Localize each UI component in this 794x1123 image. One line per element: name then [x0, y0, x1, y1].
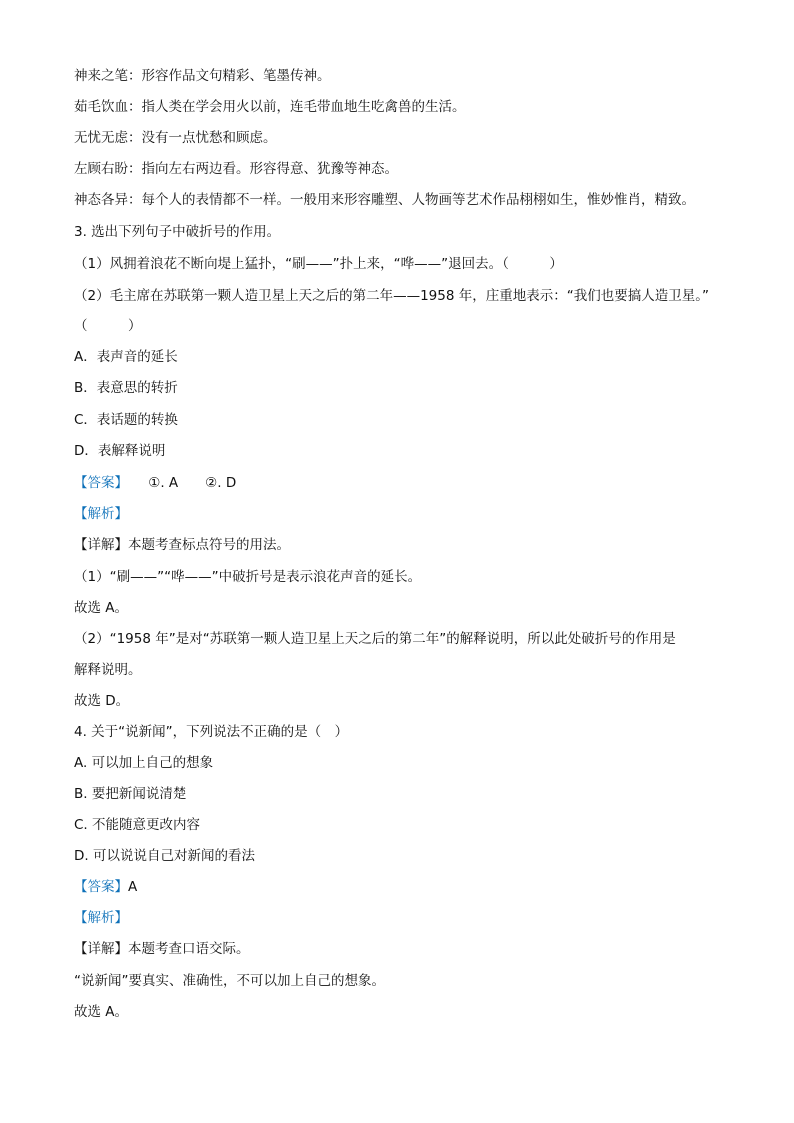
- analysis-tag: 【解析】: [74, 910, 128, 926]
- question-3-title: 3. 选出下列句子中破折号的作用。: [74, 224, 281, 240]
- option-d: D．表解释说明: [74, 443, 166, 459]
- answer-row: [74, 473, 236, 493]
- analysis-row: [74, 504, 128, 524]
- question-3-item-2: （2）毛主席在苏联第一颗人造卫星上天之后的第二年——1958 年，庄重地表示：“我们也要搞人造卫星。”: [74, 288, 709, 304]
- answer-tag: 【答案】: [74, 475, 122, 491]
- explanation-line: 解释说明。: [74, 662, 142, 678]
- q4-option-b: B. 要把新闻说清楚: [74, 786, 187, 802]
- explanation-line: 故选 A。: [74, 600, 129, 616]
- question-3-item-1: （1）风拥着浪花不断向堤上猛扑，“刷——”扑上来，“哗——”退回去。（ ）: [74, 256, 563, 272]
- detail-tag: 【详解】: [74, 537, 128, 553]
- option-b: B．表意思的转折: [74, 380, 178, 396]
- detail-tag: 【详解】: [74, 941, 128, 957]
- idiom-line: 神来之笔：形容作品文句精彩、笔墨传神。: [74, 68, 331, 84]
- q4-option-d: D. 可以说说自己对新闻的看法: [74, 848, 255, 864]
- q4-option-a: A. 可以加上自己的想象: [74, 755, 214, 771]
- explanation-line: “说新闻”要真实、准确性，不可以加上自己的想象。: [74, 973, 385, 989]
- option-a: A．表声音的延长: [74, 349, 178, 365]
- detail-row: [74, 535, 290, 555]
- detail-row: [74, 939, 250, 959]
- explanation-line: 故选 A。: [74, 1004, 129, 1020]
- answer-text: ①. A ②. D: [121, 475, 237, 491]
- detail-text: 本题考查口语交际。: [128, 941, 250, 957]
- explanation-line: （2）“1958 年”是对“苏联第一颗人造卫星上天之后的第二年”的解释说明，所以此处破折号的作用是: [74, 631, 676, 647]
- q4-option-c: C. 不能随意更改内容: [74, 817, 201, 833]
- analysis-tag: 【解析】: [74, 506, 128, 522]
- answer-tag: 【答案】: [74, 879, 128, 895]
- explanation-line: 故选 D。: [74, 693, 130, 709]
- analysis-row: [74, 908, 128, 928]
- option-c: C．表话题的转换: [74, 412, 178, 428]
- question-3-item-2-blank: （ ）: [74, 318, 142, 334]
- explanation-line: （1）“刷——”“哗——”中破折号是表示浪花声音的延长。: [74, 569, 422, 585]
- idiom-line: 神态各异：每个人的表情都不一样。一般用来形容雕塑、人物画等艺术作品栩栩如生，惟妙惟肖，精致。: [74, 192, 695, 208]
- question-4-title: 4. 关于“说新闻”，下列说法不正确的是（ ）: [74, 724, 349, 740]
- answer-text: A: [128, 879, 138, 895]
- idiom-line: 茹毛饮血：指人类在学会用火以前，连毛带血地生吃禽兽的生活。: [74, 99, 466, 115]
- idiom-line: 左顾右盼：指向左右两边看。形容得意、犹豫等神态。: [74, 161, 398, 177]
- detail-text: 本题考查标点符号的用法。: [128, 537, 290, 553]
- idiom-line: 无忧无虑：没有一点忧愁和顾虑。: [74, 130, 277, 146]
- answer-row: [74, 877, 137, 897]
